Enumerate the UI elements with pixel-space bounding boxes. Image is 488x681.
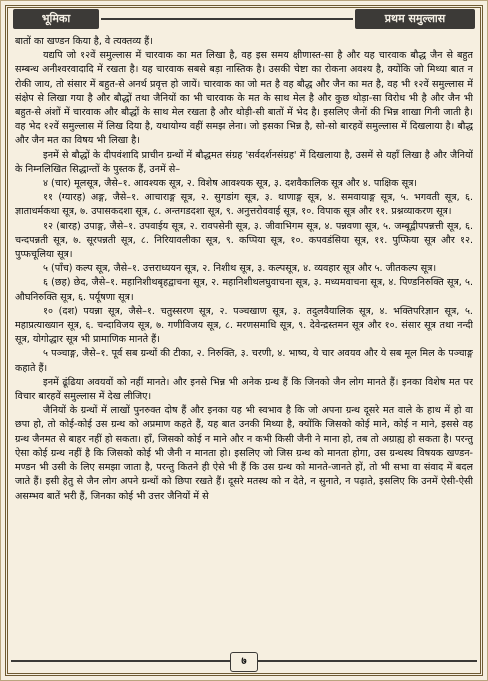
paragraph: जैनियों के ग्रन्थों में लाखों पुनरुक्त दोष हैं और इनका यह भी स्वभाव है कि जो अपना ग्रन्थ दूसरे मत वाले के हाथ में हो वा छपा हो, तो कोई-कोई उस ग्रन्थ को अप्रमाण कहते हैं, यह बात उनकी मिथ्या है, क्योंकि जिसको कोई माने, कोई न माने, इससे वह ग्रन्थ जैनमत से बाहर नहीं हो सकता। हाँ, जिसको कोई न माने और न कभी किसी जैनी ने माना हो, तब तो अग्राह्य हो सकता है। परन्तु ऐसा कोई ग्रन्थ नहीं है कि जिसको कोई भी जैनी न मानता हो। इसलिए जो जिस ग्रन्थ को मानता होगा, उस ग्रन्थस्थ विषयक खण्डन-मण्डन भी उसी के लिए समझा जाता है, परन्तु कितने ही ऐसे भी हैं कि उस ग्रन्थ को मानते-जानते हों, तो भी सभा वा संवाद में बदल जाते हैं। इसी हेतु से जैन लोग अपने ग्रन्थों को छिपा रखते हैं। दूसरे मतस्थ को न देते, न सुनाते, न पढ़ाते, इसलिए कि उनमें ऐसी-ऐसी असम्भव बातें भरी हैं, जिनका कोई भी उत्तर जैनियों में से [15,405,473,502]
list-item: १२ (बारह) उपाङ्ग, जैसे–१. उपवाईय सूत्र, २. रावपसेनी सूत्र, ३. जीवाभिगम सूत्र, ४. पन्नवणा सूत्र, ५. जम्बूद्वीपपन्नत्ती सूत्र, ६. चन्दपन्नती सूत्र, ७. सूरपन्नती सूत्र, ८. निरियावलीका सूत्र, ९. कप्पिया सूत्र, १०. कपवडंसिया सूत्र, ११. पुप्फिया सूत्र और १२. पुप्फचूलिया सूत्र। [15,220,473,261]
list-item: ११ (ग्यारह) अङ्ग, जैसे–१. आचाराङ्ग सूत्र, २. सुगडांग सूत्र, ३. थाणाङ्ग सूत्र, ४. समवायाङ्ग सूत्र, ५. भगवती सूत्र, ६. ज्ञाताधर्मकथा सूत्र, ७. उपासकदशा सूत्र, ८. अन्तगडदशा सूत्र, ९. अनुत्तरोववाई सूत्र, १०. विपाक सूत्र और ११. प्रश्नव्याकरण सूत्र। [15,192,473,218]
header-section-title: भूमिका [13,9,99,29]
header-rule [101,18,353,20]
list-item: ६ (छह) छेद, जैसे–१. महानिशीथबृहद्वाचना सूत्र, २. महानिशीथलघुवाचना सूत्र, ३. मध्यमवाचना सूत्र, ४. पिण्डनिरुक्ति सूत्र, ५. औघनिरुक्ति सूत्र, ६. पर्यूषणा सूत्र। [15,277,473,303]
paragraph: बातों का खण्डन किया है, वे त्यक्तव्य हैं। [15,36,153,47]
list-item: ५ (पाँच) कल्प सूत्र, जैसे–१. उत्तराध्ययन सूत्र, २. निशीथ सूत्र, ३. कल्पसूत्र, ४. व्यवहार सूत्र और ५. जीतकल्प सूत्र। [43,263,437,275]
paragraph: इनमें से बौद्धों के दीपवंशादि प्राचीन ग्रन्थों में बौद्धमत संग्रह 'सर्वदर्शनसंग्रह' में दिखलाया है, उसमें से यहाँ लिखा है और जैनियों के निम्नलिखित सिद्धान्तों के पुस्तक हैं, उनमें से– [15,149,473,175]
page-body [15,35,473,642]
page-header [11,9,477,31]
paragraph: इनमें ढूंढिया अवयवों को नहीं मानते। और इनसे भिन्न भी अनेक ग्रन्थ हैं कि जिनको जैन लोग मानते हैं। इनका विशेष मत पर विचार बारहवें समुल्लास में देख लीजिए। [15,376,473,403]
list-item: ४ (चार) मूलसूत्र, जैसे–१. आवश्यक सूत्र, २. विशेष आवश्यक सूत्र, ३. दशवैकालिक सूत्र और ४. पाक्षिक सूत्र। [43,178,418,190]
page-number: ७ [230,652,258,672]
paragraph: यद्यपि जो १२वें समुल्लास में चारवाक का मत लिखा है, वह इस समय क्षीणास्त-सा है और यह चारवाक बौद्ध जैन से बहुत सम्बन्ध अनीश्वरवादादि में रखता है। यह चारवाक सबसे बड़ा नास्तिक है। उसकी चेष्टा का रोकना अवश्य है, क्योंकि जो मिथ्या बात न रोकी जाय, तो संसार में बहुत-से अनर्थ प्रवृत्त हो जायें। चारवाक का जो मत है वह बौद्ध और जैन का मत है, वह भी १२वें समुल्लास में संक्षेप से लिखा गया है और बौद्धों तथा जैनियों का भी चारवाक के मत के साथ मेल है और कुछ थोड़ा-सा विरोध भी है और जैन भी बहुत-से अंशों में चारवाक और बौद्धों के साथ मेल रखता है और थोड़ी-सी बातों में भेद है। इसलिए जैनों की भिन्न शाखा गिनी जाती है। वह भेद १२वें समुल्लास में लिख दिया है, यथायोग्य वहीं समझ लेना। जो इसका भिन्न है, सो-सो बारहवें समुल्लास में दिखलाया है। बौद्ध और जैन मत का विषय भी लिखा है। [15,50,473,147]
list-item: १० (दश) पयन्ना सूत्र, जैसे–१. चतुस्सरण सूत्र, २. पञ्चखाण सूत्र, ३. तदुलवैयालिक सूत्र, ४. भक्तिपरिज्ञान सूत्र, ५. महाप्रत्याख्यान सूत्र, ६. चन्दाविजय सूत्र, ७. गणीविजय सूत्र, ८. मरणसमाधि सूत्र, ९. देवेन्द्रस्तमन सूत्र और १०. संसार सूत्र तथा नन्दी सूत्र, योगोद्धार सूत्र भी प्रामाणिक मानते हैं। [15,305,473,346]
header-chapter-title: प्रथम समुल्लास [355,9,475,29]
page-footer [11,652,477,670]
list-item: ५ पञ्चाङ्ग, जैसे–१. पूर्व सब ग्रन्थों की टीका, २. निरुक्ति, ३. चरणी, ४. भाष्य, ये चार अवयव और ये सब मूल मिल के पञ्चाङ्ग कहाते हैं। [15,348,473,374]
